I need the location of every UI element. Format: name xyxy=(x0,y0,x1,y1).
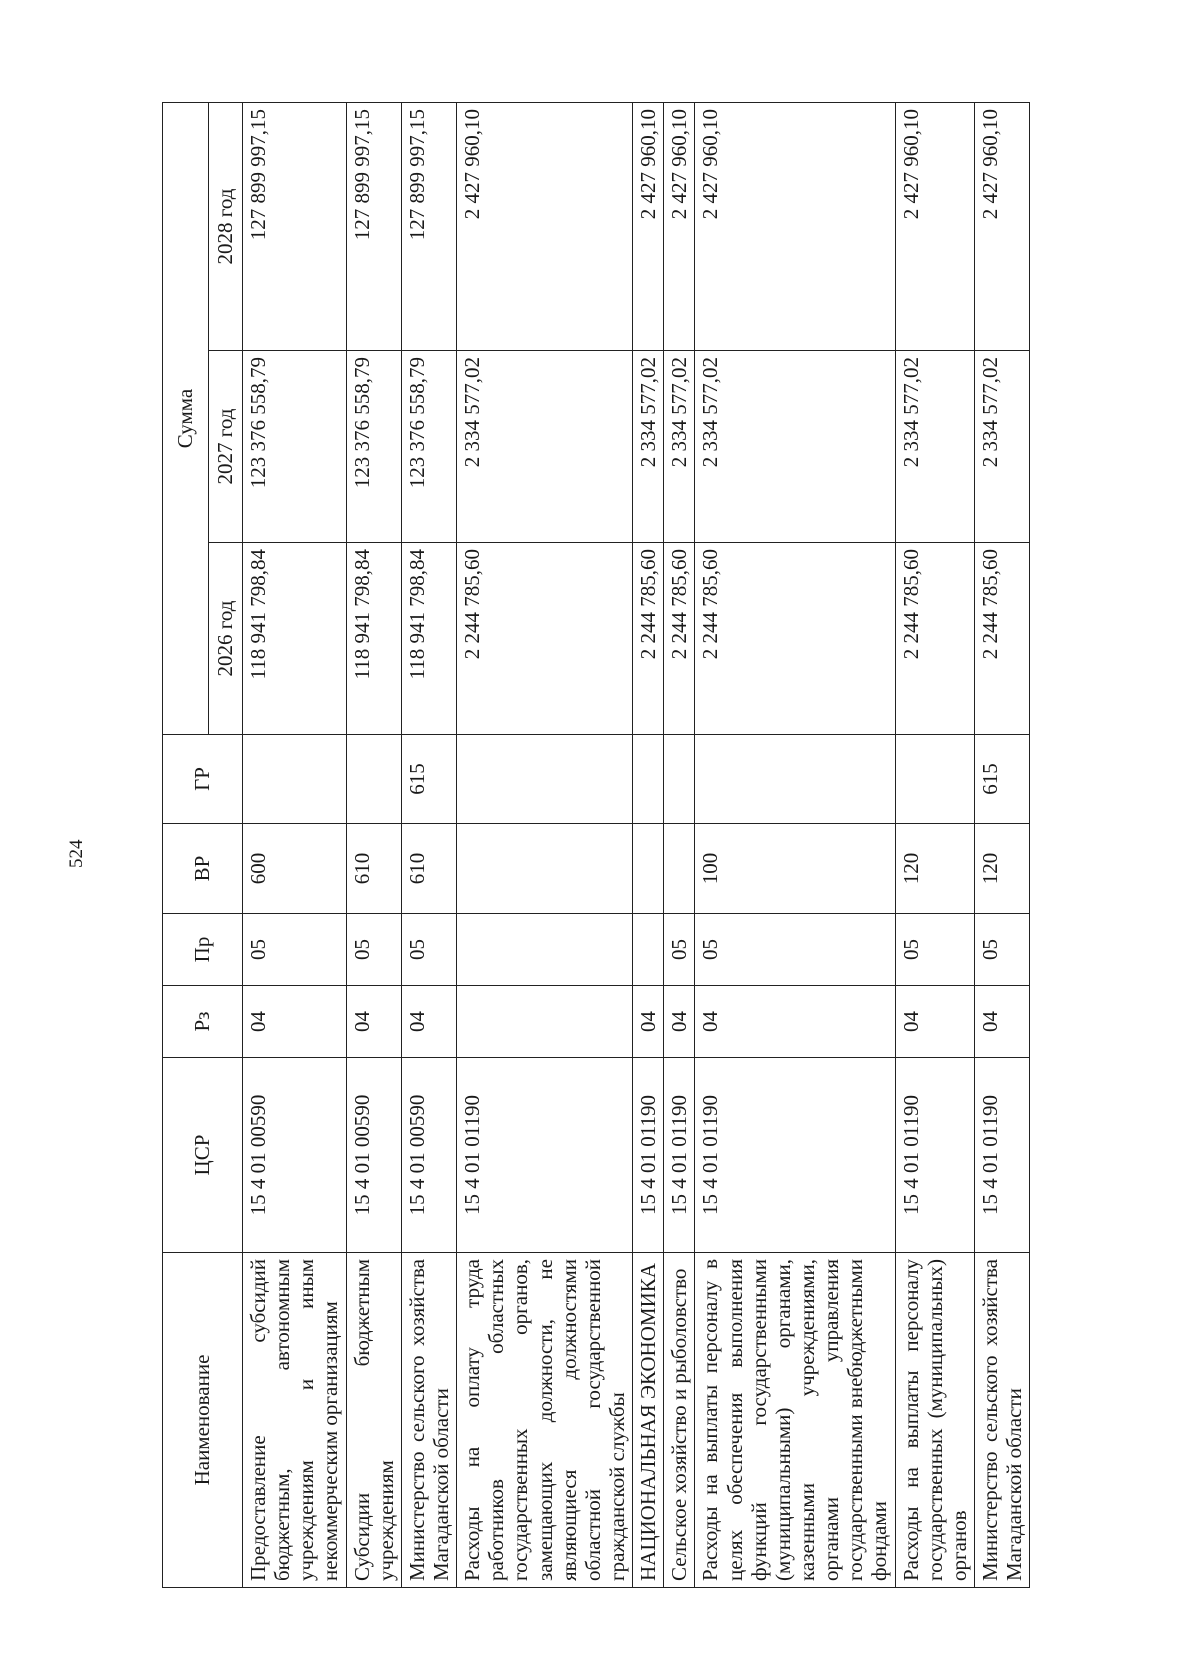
cell-vr xyxy=(633,824,664,914)
cell-rz: 04 xyxy=(895,986,974,1058)
cell-2026: 2 244 785,60 xyxy=(695,543,895,735)
cell-name: Предоставление субсидий бюджетным, автономным учреждениям и иным некоммерческим организациям xyxy=(243,1253,347,1588)
cell-pr: 05 xyxy=(401,914,456,986)
table-row xyxy=(346,103,401,1588)
cell-2026: 118 941 798,84 xyxy=(401,543,456,735)
cell-gr xyxy=(457,735,633,824)
cell-2028: 2 427 960,10 xyxy=(457,103,633,351)
cell-2026: 2 244 785,60 xyxy=(895,543,974,735)
cell-2026: 118 941 798,84 xyxy=(346,543,401,735)
page-number: 524 xyxy=(66,839,87,868)
cell-rz: 04 xyxy=(346,986,401,1058)
cell-name: Расходы на выплаты персоналу в целях обеспечения выполнения функций государственными (муниципальными) органами, казенными учреждениями, органами управления государственными внебюджетными фондами xyxy=(695,1253,895,1588)
cell-csr: 15 4 01 01190 xyxy=(664,1058,695,1253)
cell-2027: 2 334 577,02 xyxy=(695,351,895,543)
cell-vr: 100 xyxy=(695,824,895,914)
cell-2027: 2 334 577,02 xyxy=(664,351,695,543)
cell-vr: 120 xyxy=(895,824,974,914)
cell-gr xyxy=(633,735,664,824)
header-csr: ЦСР xyxy=(163,1058,243,1253)
cell-vr: 610 xyxy=(401,824,456,914)
cell-rz: 04 xyxy=(633,986,664,1058)
header-2027: 2027 год xyxy=(209,351,243,543)
cell-gr: 615 xyxy=(974,735,1029,824)
cell-csr: 15 4 01 01190 xyxy=(895,1058,974,1253)
cell-2026: 2 244 785,60 xyxy=(457,543,633,735)
table-row xyxy=(243,103,347,1588)
cell-gr xyxy=(243,735,347,824)
cell-vr xyxy=(664,824,695,914)
cell-2026: 118 941 798,84 xyxy=(243,543,347,735)
cell-2028: 2 427 960,10 xyxy=(664,103,695,351)
cell-2028: 127 899 997,15 xyxy=(346,103,401,351)
table-row xyxy=(401,103,456,1588)
cell-2028: 127 899 997,15 xyxy=(401,103,456,351)
cell-name: Субсидии бюджетным учреждениям xyxy=(346,1253,401,1588)
cell-2027: 123 376 558,79 xyxy=(401,351,456,543)
cell-2028: 2 427 960,10 xyxy=(974,103,1029,351)
cell-csr: 15 4 01 01190 xyxy=(695,1058,895,1253)
cell-csr: 15 4 01 00590 xyxy=(401,1058,456,1253)
cell-name: Расходы на выплаты персоналу государственных (муниципальных) органов xyxy=(895,1253,974,1588)
rotated-page xyxy=(66,103,1042,1588)
cell-pr: 05 xyxy=(346,914,401,986)
header-sum: Сумма xyxy=(163,103,209,735)
cell-rz xyxy=(457,986,633,1058)
cell-rz: 04 xyxy=(243,986,347,1058)
table-header xyxy=(163,103,243,1588)
cell-2028: 2 427 960,10 xyxy=(695,103,895,351)
cell-vr xyxy=(457,824,633,914)
cell-2026: 2 244 785,60 xyxy=(633,543,664,735)
cell-2027: 2 334 577,02 xyxy=(457,351,633,543)
cell-csr: 15 4 01 00590 xyxy=(346,1058,401,1253)
cell-2028: 127 899 997,15 xyxy=(243,103,347,351)
cell-vr: 120 xyxy=(974,824,1029,914)
table-row xyxy=(633,103,664,1588)
header-name: Наименование xyxy=(163,1253,243,1588)
cell-rz: 04 xyxy=(664,986,695,1058)
cell-pr: 05 xyxy=(695,914,895,986)
cell-name: Расходы на оплату труда работников областных государственных органов, замещающих должности, не являющиеся должностями областной государственной гражданской службы xyxy=(457,1253,633,1588)
cell-2027: 2 334 577,02 xyxy=(633,351,664,543)
cell-name: НАЦИОНАЛЬНАЯ ЭКОНОМИКА xyxy=(633,1253,664,1588)
cell-2026: 2 244 785,60 xyxy=(974,543,1029,735)
cell-gr: 615 xyxy=(401,735,456,824)
cell-2027: 2 334 577,02 xyxy=(974,351,1029,543)
cell-2028: 2 427 960,10 xyxy=(895,103,974,351)
cell-pr: 05 xyxy=(974,914,1029,986)
cell-pr xyxy=(633,914,664,986)
table-row xyxy=(457,103,633,1588)
header-vr: ВР xyxy=(163,824,243,914)
cell-csr: 15 4 01 01190 xyxy=(457,1058,633,1253)
cell-2027: 2 334 577,02 xyxy=(895,351,974,543)
cell-2028: 2 427 960,10 xyxy=(633,103,664,351)
header-pr: Пр xyxy=(163,914,243,986)
cell-name: Министерство сельского хозяйства Магаданской области xyxy=(401,1253,456,1588)
table-row xyxy=(695,103,895,1588)
cell-vr: 600 xyxy=(243,824,347,914)
table-row xyxy=(895,103,974,1588)
cell-pr: 05 xyxy=(664,914,695,986)
header-2026: 2026 год xyxy=(209,543,243,735)
cell-pr xyxy=(457,914,633,986)
cell-pr: 05 xyxy=(243,914,347,986)
cell-csr: 15 4 01 01190 xyxy=(974,1058,1029,1253)
cell-gr xyxy=(895,735,974,824)
cell-pr: 05 xyxy=(895,914,974,986)
cell-name: Министерство сельского хозяйства Магаданской области xyxy=(974,1253,1029,1588)
table-body xyxy=(243,103,1030,1588)
cell-name: Сельское хозяйство и рыболовство xyxy=(664,1253,695,1588)
cell-rz: 04 xyxy=(401,986,456,1058)
cell-2027: 123 376 558,79 xyxy=(243,351,347,543)
cell-vr: 610 xyxy=(346,824,401,914)
cell-gr xyxy=(695,735,895,824)
header-gr: ГР xyxy=(163,735,243,824)
table-row xyxy=(974,103,1029,1588)
cell-csr: 15 4 01 00590 xyxy=(243,1058,347,1253)
cell-rz: 04 xyxy=(695,986,895,1058)
budget-table xyxy=(162,102,1030,1588)
header-rz: Рз xyxy=(163,986,243,1058)
cell-rz: 04 xyxy=(974,986,1029,1058)
cell-2027: 123 376 558,79 xyxy=(346,351,401,543)
cell-2026: 2 244 785,60 xyxy=(664,543,695,735)
table-row xyxy=(664,103,695,1588)
header-2028: 2028 год xyxy=(209,103,243,351)
cell-csr: 15 4 01 01190 xyxy=(633,1058,664,1253)
cell-gr xyxy=(346,735,401,824)
cell-gr xyxy=(664,735,695,824)
